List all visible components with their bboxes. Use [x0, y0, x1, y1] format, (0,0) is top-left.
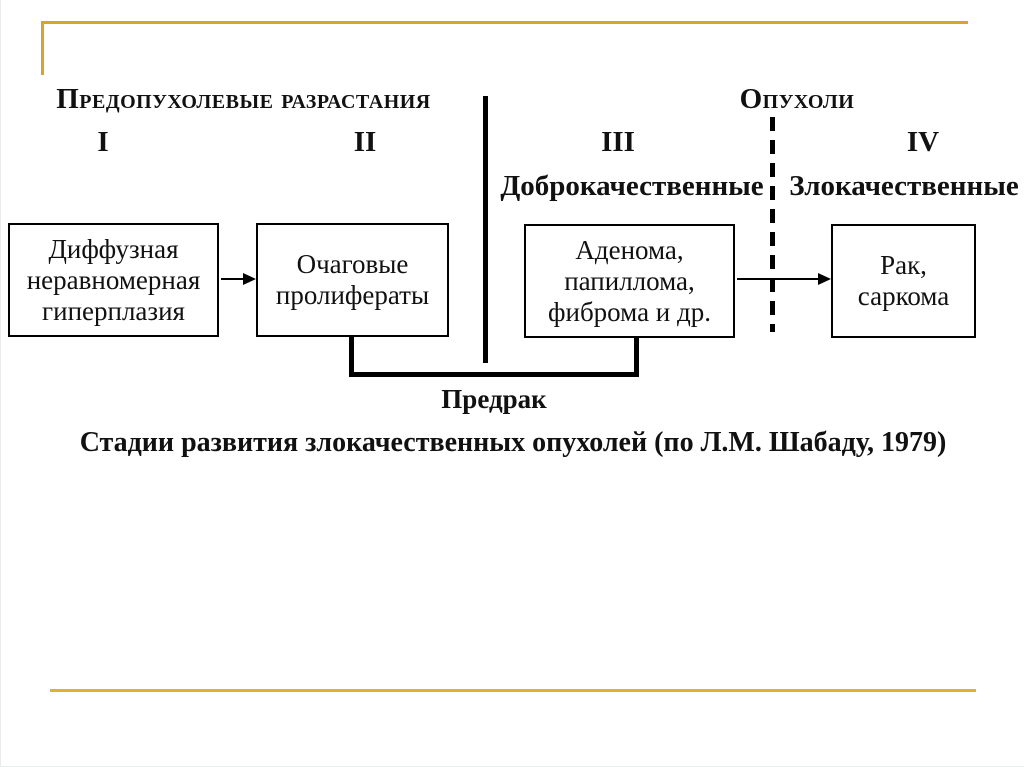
arrow-1-head: [243, 273, 256, 285]
label-benign: Доброкачественные: [500, 170, 764, 202]
box-text-line: гиперплазия: [42, 295, 185, 326]
figure-caption: Стадии развития злокачественных опухолей (по Л.М. Шабаду, 1979): [79, 427, 947, 458]
box-diffuse-hyperplasia: [8, 223, 219, 337]
stage-numeral-3: III: [601, 126, 635, 158]
top-accent-line: [41, 21, 968, 24]
solid-divider-line: [483, 96, 488, 363]
stage-numeral-4: IV: [906, 126, 940, 158]
arrow-2-head: [818, 273, 831, 285]
box-text-line: Очаговые: [296, 249, 409, 279]
box-text-line: Диффузная: [48, 233, 179, 264]
box-benign-tumors: [524, 224, 735, 338]
box-focal-proliferates: [256, 223, 449, 337]
box-text-line: Аденома,: [575, 234, 684, 265]
section-header-pretumor: Предопухолевые разрастания: [56, 83, 431, 115]
top-accent-corner-stub: [41, 21, 44, 75]
box-text-line: саркома: [857, 281, 950, 311]
dashed-divider-line: [770, 117, 775, 332]
box-text-line: фиброма и др.: [548, 296, 711, 327]
box-text-line: неравномерная: [26, 264, 201, 295]
precancer-bracket-bar: [349, 372, 639, 377]
bottom-accent-line: [50, 689, 976, 692]
stage-numeral-1: I: [97, 126, 109, 158]
precancer-label: Предрак: [441, 384, 547, 414]
arrow-1-shaft: [221, 278, 244, 280]
box-text-line: Рак,: [880, 250, 927, 280]
label-malignant: Злокачественные: [789, 170, 1019, 202]
precancer-bracket-left-leg: [349, 337, 354, 377]
stage-numeral-2: II: [353, 126, 377, 158]
arrow-2-shaft: [737, 278, 819, 280]
section-header-tumors: Опухоли: [739, 83, 855, 115]
box-text-line: папиллома,: [564, 265, 695, 296]
box-text-line: пролифераты: [275, 280, 430, 310]
box-cancer-sarcoma: [831, 224, 976, 338]
